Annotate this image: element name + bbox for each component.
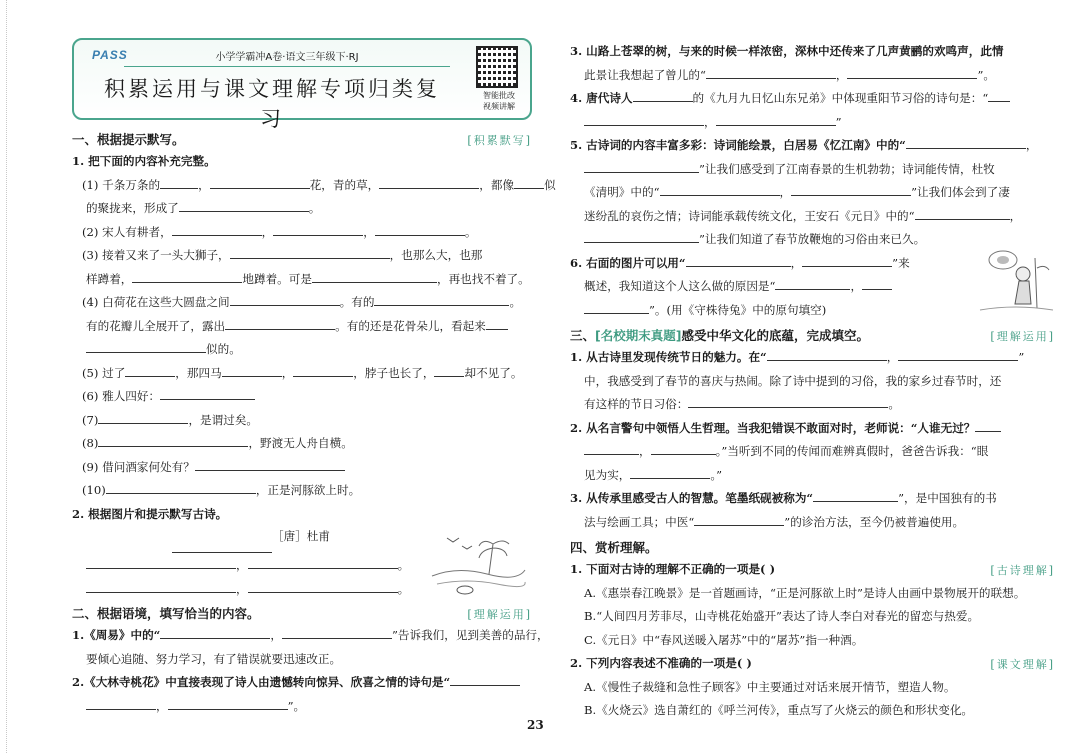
blank[interactable]: [686, 254, 791, 267]
s1-q2: 2. 根据图片和提示默写古诗。: [72, 506, 228, 521]
s2-q1b: 要倾心追随、努力学习，有了错误就要迅速改正。: [86, 651, 342, 666]
s1-item-4b: [72, 315, 532, 339]
blank[interactable]: [160, 176, 198, 189]
text: 见为实，: [584, 467, 631, 482]
section-1-title: 一、根据提示默写。: [72, 132, 185, 147]
text: 似的。: [206, 342, 241, 356]
text: 。有的: [339, 295, 375, 309]
right-column: [570, 40, 1055, 723]
blank[interactable]: [660, 183, 780, 196]
page-title: 积累运用与课文理解专项归类复习: [104, 77, 440, 131]
blank[interactable]: [434, 364, 464, 377]
blank[interactable]: [248, 580, 398, 593]
text: 有的花瓣儿全展开了，露出: [86, 318, 226, 333]
text: ”: [1018, 350, 1025, 364]
blank[interactable]: [230, 246, 390, 259]
blank[interactable]: [375, 223, 465, 236]
s1-item-1: [72, 174, 556, 198]
text: ，: [281, 365, 294, 380]
s1-item-3b: [72, 268, 532, 292]
brand-logo: PASS: [92, 48, 128, 62]
text: (1) 千条万条的: [82, 177, 161, 192]
s1-item-6: [72, 385, 532, 409]
s3-q1c: [570, 393, 1055, 417]
blank[interactable]: [374, 293, 509, 306]
text: 1. 从古诗里发现传统节日的魅力。在“: [570, 350, 767, 364]
blank[interactable]: [98, 411, 188, 424]
blank[interactable]: [584, 442, 639, 455]
blank[interactable]: [106, 481, 256, 494]
s2-q5: [570, 134, 1055, 158]
text: 。: [464, 224, 477, 239]
text: ，正是河豚欲上时。: [255, 483, 361, 497]
blank[interactable]: [86, 580, 236, 593]
s4-q2: [570, 652, 1055, 676]
s2-q3b: [570, 64, 1055, 88]
willow-tree: [479, 541, 509, 574]
text: ”，是中国独有的书: [898, 491, 997, 505]
section-3-title-pre: 三、: [570, 328, 596, 343]
text: 2.《大林寺桃花》中直接表现了诗人由遗憾转向惊异、欣喜之情的诗句是“: [72, 675, 451, 689]
text: ，: [363, 224, 375, 239]
s3-q3: [570, 487, 1055, 511]
text: ，: [1009, 208, 1022, 223]
s2-q1: [72, 624, 549, 648]
text: (3) 接着又来了一头大狮子，: [82, 248, 230, 262]
text: ，也那么大，也那: [389, 248, 483, 262]
blank[interactable]: [847, 66, 977, 79]
blank[interactable]: [450, 673, 520, 686]
blank[interactable]: [179, 199, 309, 212]
title-banner: [72, 38, 532, 131]
text: (7): [82, 412, 99, 427]
s1-item-5: [72, 362, 532, 386]
text: ”。: [977, 67, 996, 82]
text: 6. 右面的图片可以用“: [570, 255, 686, 270]
section-2-tag: [理解运用]: [467, 608, 532, 621]
series-name: 小学学霸冲A卷·语文三年级下·RJ: [124, 48, 450, 67]
blank[interactable]: [584, 301, 649, 314]
qr-code-icon[interactable]: [476, 46, 518, 88]
text: 3. 从传承里感受古人的智慧。笔墨纸砚被称为“: [570, 491, 814, 505]
s1-item-4c: [72, 338, 532, 362]
s4-q2-option-b[interactable]: B.《火烧云》选自萧红的《呼兰河传》，重点写了火烧云的颜色和形状变化。: [584, 703, 974, 717]
poem-line-2: [86, 578, 409, 602]
s2-q5d: [570, 205, 1055, 229]
text: 却不见了。: [464, 365, 523, 380]
qr-label-1: 智能批改: [483, 91, 515, 100]
blank[interactable]: [293, 364, 353, 377]
poem-area: [72, 526, 532, 600]
text: ，都像: [479, 177, 515, 192]
text: ”让我们感受到了江南春景的生机勃勃；诗词能传情，杜牧: [699, 161, 995, 176]
text: 的聚拢来，形成了: [86, 201, 179, 215]
s2-q3: [570, 40, 1055, 64]
qr-label: [474, 90, 524, 112]
section-4-heading: [570, 538, 1055, 558]
section-1-heading: [72, 130, 532, 150]
text: 。: [509, 295, 522, 309]
blank[interactable]: [767, 348, 887, 361]
text: ，那四马: [175, 365, 222, 380]
s1-item-3: [72, 244, 532, 268]
text: 。: [888, 397, 900, 411]
text: ”。(用《守株待兔》中的原句填空): [649, 302, 827, 317]
blank[interactable]: [230, 293, 340, 306]
poem-illustration: [427, 526, 527, 598]
section-3-tag: [理解运用]: [990, 330, 1055, 343]
text: 样蹲着，: [86, 271, 133, 286]
s2-q4: [570, 87, 1055, 111]
text: ，: [639, 444, 651, 458]
blank[interactable]: [486, 317, 508, 330]
blank[interactable]: [168, 697, 288, 710]
text: 2. 从名言警句中领悟人生哲理。当我犯错误不敢面对时，老师说：“人谁无过？: [570, 420, 976, 435]
blank[interactable]: [915, 207, 1010, 220]
text: 概述，我知道这个人这么做的原因是“: [584, 279, 776, 293]
blank[interactable]: [988, 89, 1010, 102]
text: ，野渡无人舟自横。: [248, 436, 353, 450]
section-3-title-post: 感受中华文化的底蕴，完成填空。: [681, 328, 869, 343]
s1-item-8: [72, 432, 532, 456]
text: ”的诊治方法，至今仍被普遍使用。: [784, 514, 965, 529]
blank[interactable]: [132, 270, 242, 283]
text: ，再也找不着了。: [436, 271, 530, 286]
blank-poem-title[interactable]: [172, 540, 272, 553]
text: ，: [236, 558, 248, 572]
blank[interactable]: [248, 556, 398, 569]
boat-shape: [457, 586, 473, 594]
s2-q5c: [570, 181, 1055, 205]
text: 5. 古诗词的内容丰富多彩：诗词能绘景，白居易《忆江南》中的“: [570, 138, 906, 152]
section-4-title: 四、赏析理解。: [570, 540, 658, 555]
text: ，: [236, 581, 248, 596]
text: ，: [886, 350, 899, 364]
blank[interactable]: [312, 270, 437, 283]
text: 法与绘画工具；中医“: [584, 514, 695, 529]
text: (9) 借问酒家何处有？: [82, 459, 195, 474]
text: ，: [270, 628, 282, 642]
text: (4) 白荷花在这些大圆盘之间: [82, 295, 230, 309]
blank[interactable]: [379, 176, 479, 189]
text: ，是谓过矣。: [188, 412, 259, 427]
section-3-highlight: [名校期末真题]: [595, 328, 682, 343]
text: ，: [1025, 138, 1038, 152]
s1-item-10: [72, 479, 532, 503]
s3-q2c: [570, 464, 1055, 488]
text: ，: [835, 67, 848, 82]
text: ”来: [892, 255, 910, 270]
binding-gutter: [6, 0, 7, 753]
s1-item-2: [72, 221, 532, 245]
text: ，: [790, 255, 803, 270]
farmer-head: [1016, 267, 1030, 281]
ground-line: [980, 307, 1053, 310]
section-1-tag: [积累默写]: [467, 134, 532, 147]
blank[interactable]: [802, 254, 892, 267]
text: (6) 雅人四好：: [82, 389, 161, 403]
s4-q1-option-c[interactable]: C.《元日》中“春风送暖入屠苏”中的“屠苏”指一种酒。: [584, 632, 864, 647]
blank[interactable]: [86, 340, 206, 353]
qr-label-2: 视频讲解: [483, 102, 515, 111]
blank[interactable]: [716, 113, 836, 126]
s3-q1b: 中，我感受到了春节的喜庆与热闹。除了诗中提到的习俗，我的家乡过春节时，还: [584, 373, 1002, 388]
text: 花，青的草，: [309, 177, 380, 192]
poem-line-1: [86, 554, 409, 578]
s4-q1-tag: [古诗理解]: [990, 564, 1055, 577]
text: 。: [308, 201, 321, 215]
text: 1.《周易》中的“: [72, 628, 161, 642]
blank[interactable]: [706, 66, 836, 79]
section-2-title: 二、根据语境，填写恰当的内容。: [72, 606, 260, 621]
text: ”告诉我们，见到美善的品行，: [391, 628, 549, 642]
blank[interactable]: [898, 348, 1018, 361]
text: ”: [835, 114, 842, 129]
text: 地蹲着。可是: [242, 271, 312, 286]
farmer-illustration: [975, 248, 1055, 316]
blank[interactable]: [86, 697, 156, 710]
text: ，: [156, 698, 168, 713]
text: 。: [397, 558, 410, 572]
text: 似: [544, 177, 556, 192]
text: 。: [397, 581, 410, 596]
s1-item-1b: [72, 197, 532, 221]
s4-q1: [570, 558, 1055, 582]
text: 《清明》中的“: [584, 185, 660, 199]
text: 此景让我想起了曾儿的“: [584, 67, 706, 82]
blank[interactable]: [651, 442, 716, 455]
text: ，: [850, 279, 863, 293]
s1-item-7: [72, 409, 532, 433]
text: 迷纷乱的哀伤之情；诗词能承载传统文化，王安石《元日》中的“: [584, 208, 915, 223]
s4-q1-option-b[interactable]: B.“人间四月芳菲尽，山寺桃花始盛开”表达了诗人李白对春光的留恋与热爱。: [584, 609, 980, 623]
tree-stump: [1035, 258, 1049, 308]
blank[interactable]: [975, 419, 1001, 432]
blank[interactable]: [906, 136, 1026, 149]
text: 1. 下面对古诗的理解不正确的一项是( ): [570, 562, 776, 576]
blank[interactable]: [86, 556, 236, 569]
text: 。有的还是花骨朵儿，看起来: [335, 318, 486, 333]
blank[interactable]: [160, 387, 255, 400]
blank[interactable]: [688, 395, 888, 408]
blank[interactable]: [775, 277, 850, 290]
blank[interactable]: [160, 626, 270, 639]
text: ，: [261, 224, 274, 239]
text: 4. 唐代诗人: [570, 91, 633, 105]
text: ，: [198, 177, 210, 192]
farmer-body: [1015, 281, 1031, 304]
s1-q1: 1. 把下面的内容补充完整。: [72, 154, 216, 168]
text: ，: [704, 114, 716, 129]
s2-q2b: [72, 695, 532, 719]
s2-q4b: [570, 111, 1055, 135]
blank[interactable]: [584, 160, 699, 173]
blank[interactable]: [98, 434, 248, 447]
text: ，脖子也长了，: [353, 365, 435, 380]
text: 。”当听到不同的传闻而难辨真假时，爸爸告诉我：“眼: [715, 444, 989, 458]
text: ”让我们体会到了凄: [911, 185, 1010, 199]
s1-item-9: [72, 456, 532, 480]
s3-q1: [570, 346, 1055, 370]
left-column: [72, 38, 556, 718]
s3-q2: [570, 417, 1055, 441]
text: 3. 山路上苍翠的树，与来的时候一样浓密，深林中还传来了几声黄鹂的欢鸣声，此情: [570, 44, 1004, 58]
poet-label: ［唐］杜甫: [272, 529, 330, 543]
s4-q2-tag: [课文理解]: [990, 658, 1055, 671]
text: 。”: [710, 467, 723, 482]
text: (10): [82, 483, 106, 497]
text: ”让我们知道了春节放鞭炮的习俗由来已久。: [699, 232, 926, 246]
blank[interactable]: [813, 489, 898, 502]
mountain-line: [432, 570, 525, 577]
blank[interactable]: [584, 230, 699, 243]
blank[interactable]: [225, 317, 335, 330]
s2-q5b: [570, 158, 1055, 182]
s2-q2: [72, 671, 532, 695]
s4-q1-option-a[interactable]: A.《惠崇春江晚景》是一首题画诗，“正是河豚欲上时”是诗人由画中景物展开的联想。: [584, 585, 1026, 600]
blank[interactable]: [584, 113, 704, 126]
blank[interactable]: [791, 183, 911, 196]
text: 2. 下列内容表述不准确的一项是( ): [570, 656, 752, 670]
s4-q2-option-a[interactable]: A.《慢性子裁缝和急性子顾客》中主要通过对话来展开情节，塑造人物。: [584, 679, 956, 694]
blank[interactable]: [630, 466, 710, 479]
rabbit-icon: [997, 256, 1009, 264]
text: ，: [779, 185, 792, 199]
poem-lines: [86, 554, 409, 601]
text: (2) 宋人有耕者，: [82, 224, 172, 239]
page-number: 23: [527, 718, 544, 732]
s3-q2b: [570, 440, 1055, 464]
blank[interactable]: [282, 626, 392, 639]
blank[interactable]: [172, 223, 262, 236]
blank[interactable]: [210, 176, 310, 189]
text: (8): [82, 436, 99, 450]
water-line: [437, 581, 525, 587]
blank[interactable]: [862, 277, 892, 290]
text: 有这样的节日习俗：: [584, 397, 689, 411]
text: ”。: [287, 698, 306, 713]
bird-icon: [447, 538, 472, 549]
s3-q3b: [570, 511, 1055, 535]
s1-item-4: [72, 291, 532, 315]
blank[interactable]: [694, 513, 784, 526]
blank[interactable]: [125, 364, 175, 377]
text: (5) 过了: [82, 365, 126, 380]
blank[interactable]: [273, 223, 363, 236]
blank[interactable]: [222, 364, 282, 377]
blank[interactable]: [514, 176, 544, 189]
section-2-heading: [72, 604, 532, 624]
blank[interactable]: [195, 458, 345, 471]
text: 的《九月九日忆山东兄弟》中体现重阳节习俗的诗句是：“: [692, 91, 989, 105]
section-3-heading: [570, 326, 1055, 346]
blank[interactable]: [633, 89, 693, 102]
